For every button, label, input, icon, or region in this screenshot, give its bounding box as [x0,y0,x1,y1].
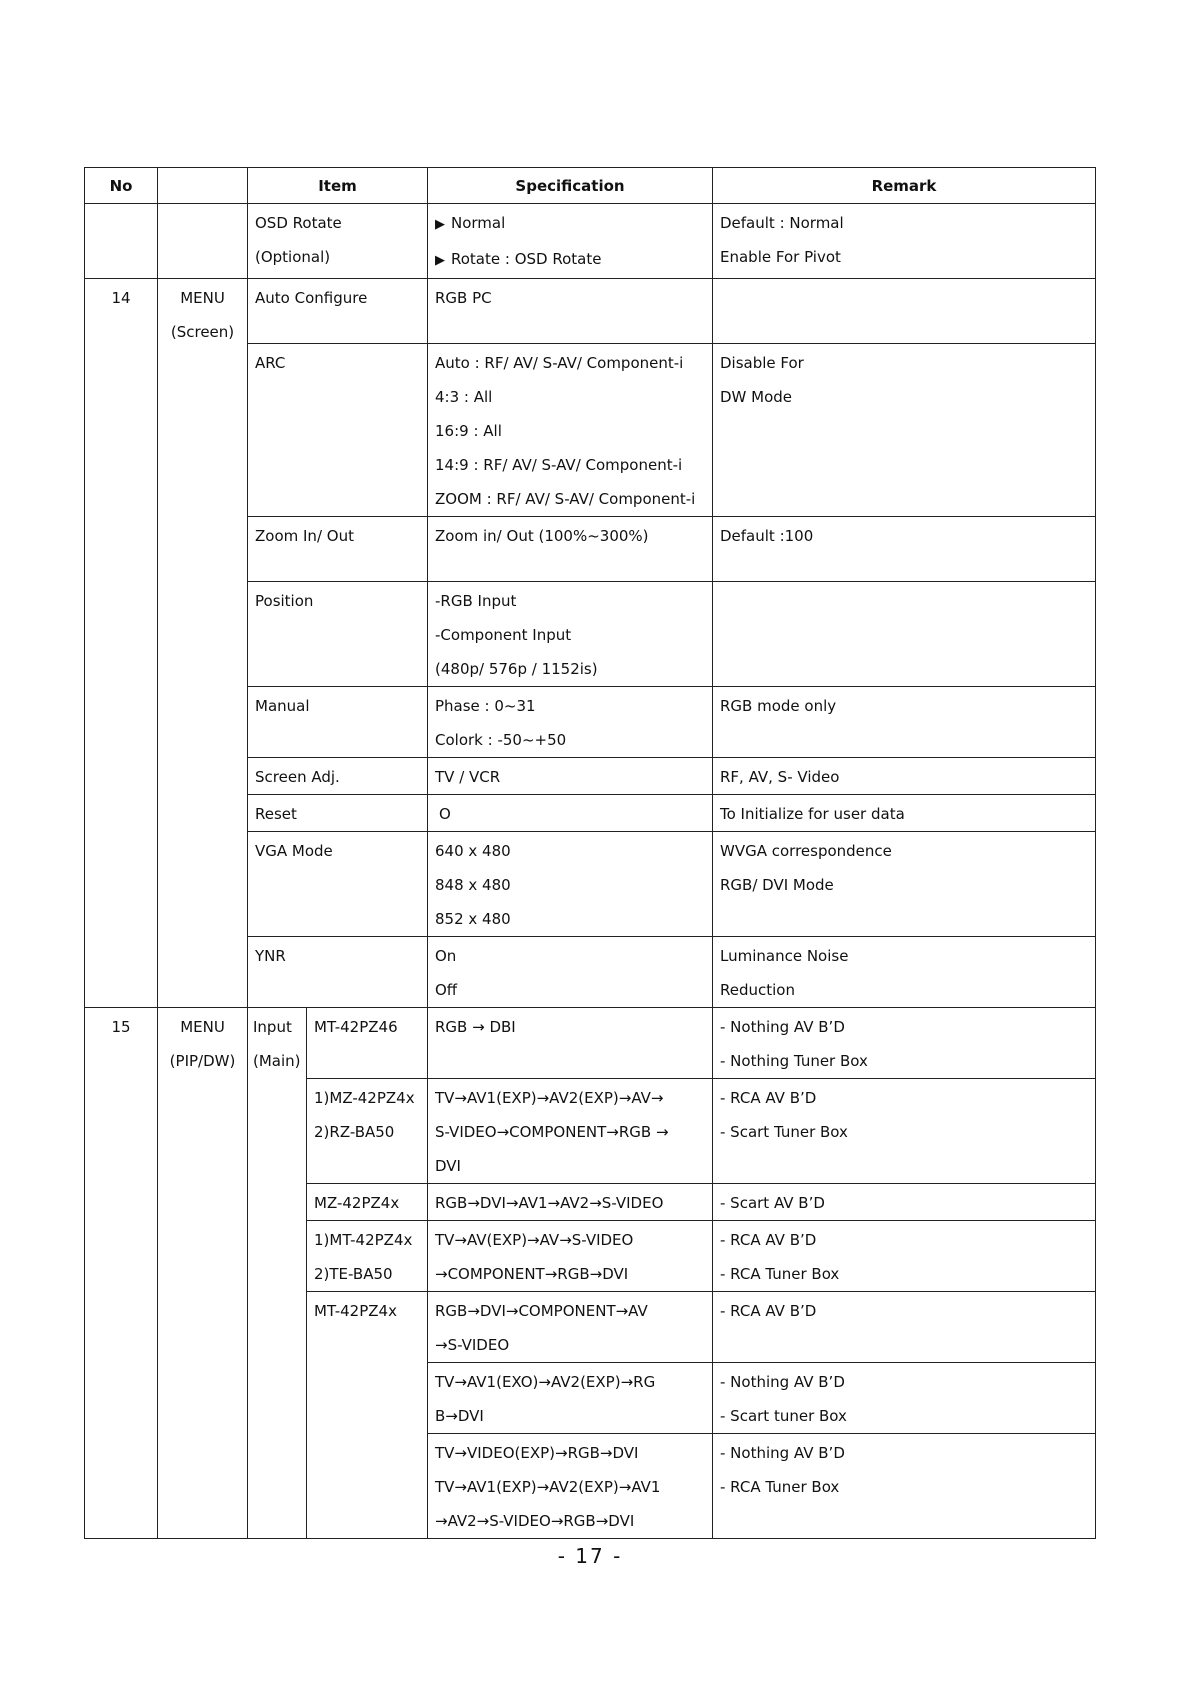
menu-line: (PIP/DW) [169,1052,236,1070]
spec-line: 4:3 : All [435,388,493,406]
cell-remark [713,832,1096,937]
input-line: Input [253,1018,292,1036]
item-line: OSD Rotate [255,214,342,232]
remark-line: DW Mode [720,388,793,406]
table-row [85,279,1096,344]
spec-line: (480p/ 576p / 1152is) [435,660,598,678]
spec-line: TV / VCR [435,768,501,786]
cell-item [248,582,428,687]
cell-input [248,1008,307,1539]
cell-spec [428,795,713,832]
remark-line: - Scart Tuner Box [720,1123,848,1141]
cell-spec [428,1434,713,1539]
spec-line: Phase : 0~31 [435,697,536,715]
cell-remark [713,758,1096,795]
spec-line: TV→VIDEO(EXP)→RGB→DVI [435,1444,639,1462]
spec-line: S-VIDEO→COMPONENT→RGB → [435,1123,669,1141]
header-spec: Specification [428,168,713,204]
cell-item [248,832,428,937]
cell-item [248,344,428,517]
cell-spec [428,344,713,517]
cell-item [248,517,428,582]
spec-line: Normal [451,214,506,232]
remark-line: Reduction [720,981,795,999]
spec-line: ZOOM : RF/ AV/ S-AV/ Component-i [435,490,696,508]
cell-model [307,1008,428,1079]
header-remark: Remark [713,168,1096,204]
item-line: (Optional) [255,248,331,266]
spec-line: -Component Input [435,626,572,644]
item-line: Reset [255,805,297,823]
cell-spec [428,758,713,795]
header-item: Item [248,168,428,204]
item-line: YNR [255,947,286,965]
spec-line: 14:9 : RF/ AV/ S-AV/ Component-i [435,456,683,474]
remark-line: RGB/ DVI Mode [720,876,834,894]
remark-line: - RCA AV B’D [720,1231,817,1249]
remark-line: - RCA Tuner Box [720,1478,840,1496]
cell-spec [428,1079,713,1184]
spec-line: TV→AV1(EXP)→AV2(EXP)→AV→ [435,1089,664,1107]
spec-line: RGB→DVI→COMPONENT→AV [435,1302,648,1320]
spec-line: Zoom in/ Out (100%~300%) [435,527,649,545]
spec-line: 852 x 480 [435,910,511,928]
table-row [85,1008,1096,1079]
bullet-triangle-icon: ▶ [435,253,445,268]
remark-line: - Nothing AV B’D [720,1018,845,1036]
model-line: 1)MT-42PZ4x [314,1231,413,1249]
input-line: (Main) [253,1052,301,1070]
model-line: MT-42PZ46 [314,1018,398,1036]
spec-line: B→DVI [435,1407,484,1425]
menu-line: MENU [180,289,225,307]
cell-no [85,204,158,279]
cell-spec [428,1363,713,1434]
remark-line: Disable For [720,354,804,372]
spec-line: TV→AV1(EXO)→AV2(EXP)→RG [435,1373,656,1391]
model-line: MT-42PZ4x [314,1302,397,1320]
remark-line: - RCA AV B’D [720,1302,817,1320]
cell-model [307,1221,428,1292]
cell-remark [713,1008,1096,1079]
remark-line: Enable For Pivot [720,248,841,266]
remark-line: To Initialize for user data [720,805,905,823]
remark-line: RGB mode only [720,697,837,715]
spec-line: 16:9 : All [435,422,502,440]
spec-line: On [435,947,457,965]
cell-remark [713,937,1096,1008]
remark-line: - Scart tuner Box [720,1407,847,1425]
spec-sheet [84,167,1095,1539]
bullet-triangle-icon: ▶ [435,217,445,232]
item-line: Manual [255,697,310,715]
cell-item [248,937,428,1008]
model-line: 2)RZ-BA50 [314,1123,395,1141]
cell-model [307,1184,428,1221]
cell-no: 14 [85,279,158,1008]
item-line: VGA Mode [255,842,333,860]
spec-line: →AV2→S-VIDEO→RGB→DVI [435,1512,635,1530]
cell-spec [428,1184,713,1221]
spec-line: Off [435,981,458,999]
cell-item [248,795,428,832]
spec-line: Rotate : OSD Rotate [451,250,602,268]
cell-item [248,687,428,758]
cell-model [307,1292,428,1539]
cell-no: 15 [85,1008,158,1539]
cell-spec [428,279,713,344]
spec-line: 848 x 480 [435,876,511,894]
spec-line: RGB→DVI→AV1→AV2→S-VIDEO [435,1194,664,1212]
cell-remark [713,795,1096,832]
cell-spec [428,1292,713,1363]
cell-remark [713,1292,1096,1363]
cell-menu [158,1008,248,1539]
cell-remark [713,204,1096,279]
spec-line: RGB PC [435,289,492,307]
remark-line: - RCA Tuner Box [720,1265,840,1283]
cell-remark [713,1434,1096,1539]
remark-line: Default :100 [720,527,814,545]
cell-item [248,758,428,795]
table-row [85,204,1096,279]
item-line: ARC [255,354,286,372]
remark-line: Luminance Noise [720,947,849,965]
remark-line: - RCA AV B’D [720,1089,817,1107]
cell-spec [428,1221,713,1292]
menu-line: MENU [180,1018,225,1036]
spec-line: -RGB Input [435,592,517,610]
cell-menu [158,204,248,279]
model-line: MZ-42PZ4x [314,1194,400,1212]
cell-remark [713,279,1096,344]
header-row [85,168,1096,204]
remark-line: - Nothing AV B’D [720,1373,845,1391]
cell-remark [713,344,1096,517]
item-line: Zoom In/ Out [255,527,354,545]
menu-line: (Screen) [170,323,235,341]
spec-line: →COMPONENT→RGB→DVI [435,1265,629,1283]
cell-remark [713,1079,1096,1184]
spec-line: DVI [435,1157,461,1175]
cell-model [307,1079,428,1184]
model-line: 2)TE-BA50 [314,1265,393,1283]
remark-line: - Scart AV B’D [720,1194,825,1212]
cell-remark [713,1363,1096,1434]
item-line: Auto Configure [255,289,368,307]
cell-item [248,279,428,344]
cell-spec [428,937,713,1008]
header-no: No [85,168,158,204]
item-line: Screen Adj. [255,768,340,786]
cell-remark [713,1221,1096,1292]
cell-spec [428,517,713,582]
spec-table [84,167,1096,1539]
cell-remark [713,582,1096,687]
cell-spec [428,1008,713,1079]
cell-spec [428,832,713,937]
cell-spec [428,582,713,687]
cell-menu [158,279,248,1008]
cell-spec [428,204,713,279]
item-line: Position [255,592,314,610]
cell-remark [713,687,1096,758]
model-line: 1)MZ-42PZ4x [314,1089,415,1107]
spec-line: 640 x 480 [435,842,511,860]
remark-line: - Nothing AV B’D [720,1444,845,1462]
remark-line: - Nothing Tuner Box [720,1052,868,1070]
cell-remark [713,1184,1096,1221]
spec-line: Colork : -50~+50 [435,731,567,749]
spec-line: →S-VIDEO [435,1336,510,1354]
remark-line: RF, AV, S- Video [720,768,840,786]
spec-line: RGB → DBI [435,1018,516,1036]
remark-line: WVGA correspondence [720,842,892,860]
cell-remark [713,517,1096,582]
spec-line: TV→AV(EXP)→AV→S-VIDEO [435,1231,634,1249]
cell-spec [428,687,713,758]
spec-line: O [439,805,451,823]
page-number: - 17 - [557,1544,623,1568]
spec-line: TV→AV1(EXP)→AV2(EXP)→AV1 [435,1478,661,1496]
remark-line: Default : Normal [720,214,844,232]
spec-line: Auto : RF/ AV/ S-AV/ Component-i [435,354,684,372]
cell-item [248,204,428,279]
header-blank [158,168,248,204]
